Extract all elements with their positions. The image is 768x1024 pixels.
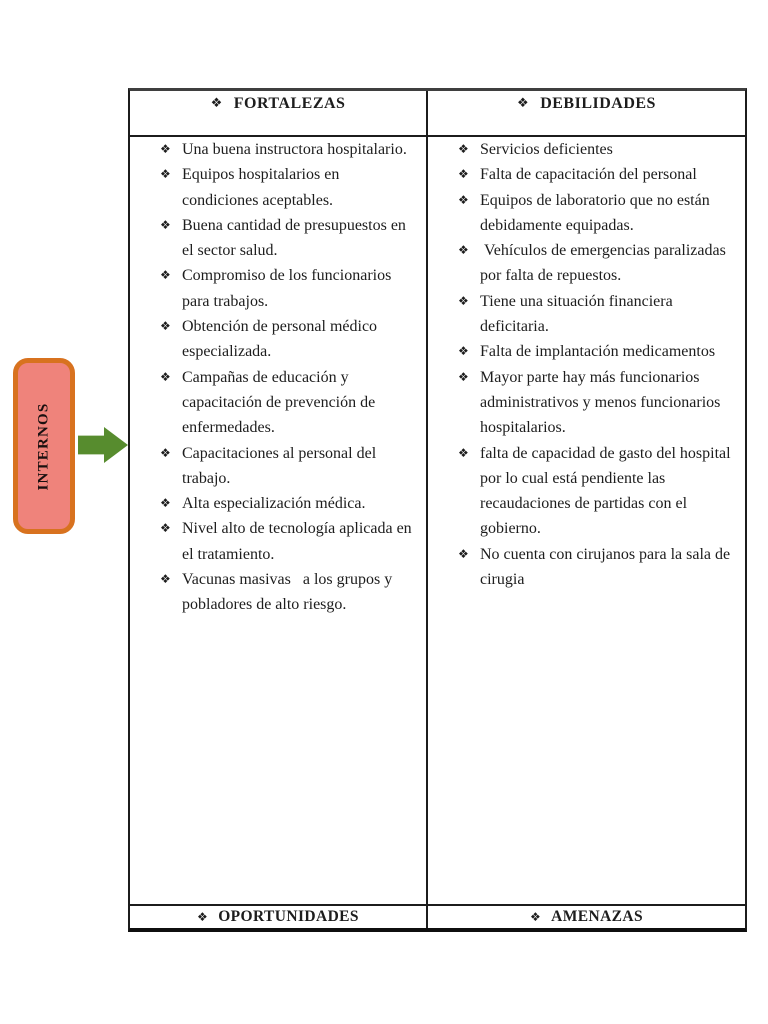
fortalezas-item-text: Campañas de educación y capacitación de prevención de enfermedades. xyxy=(182,368,380,437)
debilidades-title: DEBILIDADES xyxy=(540,95,656,112)
debilidades-item xyxy=(428,162,745,187)
diamond-bullet-icon: ❖ xyxy=(160,167,171,182)
fortalezas-item-text: Capacitaciones al personal del trabajo. xyxy=(182,444,381,487)
debilidades-item xyxy=(428,542,745,593)
debilidades-item xyxy=(428,289,745,340)
fortalezas-item xyxy=(130,162,426,213)
debilidades-item-text: No cuenta con cirujanos para la sala de cirugia xyxy=(480,545,735,589)
diamond-bullet-icon: ❖ xyxy=(458,142,469,156)
diamond-bullet-icon: ❖ xyxy=(529,910,542,924)
fortalezas-item xyxy=(130,491,426,516)
fortalezas-item-text: Equipos hospitalarios en condiciones aceptables. xyxy=(182,166,344,209)
debilidades-item xyxy=(428,339,745,364)
debilidades-item xyxy=(428,238,745,289)
debilidades-item-text: Falta de capacitación del personal xyxy=(480,166,697,184)
fortalezas-item xyxy=(130,213,426,264)
diamond-bullet-icon: ❖ xyxy=(458,546,469,561)
debilidades-item-text: Mayor parte hay más funcionarios administrativos y menos funcionarios hospitalarios. xyxy=(480,368,725,437)
debilidades-item-text: Falta de implantación medicamentos xyxy=(480,343,716,361)
debilidades-list xyxy=(428,137,745,904)
debilidades-item xyxy=(428,365,745,441)
fortalezas-item-text: Buena cantidad de presupuestos en el sector salud. xyxy=(182,216,410,260)
internos-label-box xyxy=(13,358,75,534)
diamond-bullet-icon: ❖ xyxy=(458,293,469,308)
header-cell-fortalezas xyxy=(130,91,428,135)
internos-label: INTERNOS xyxy=(35,402,52,490)
diamond-bullet-icon: ❖ xyxy=(160,319,171,334)
diamond-bullet-icon: ❖ xyxy=(160,521,171,536)
right-arrow-icon xyxy=(78,427,128,463)
diamond-bullet-icon: ❖ xyxy=(458,344,469,359)
diamond-bullet-icon: ❖ xyxy=(458,369,469,384)
table-body-row xyxy=(130,137,745,904)
fortalezas-item-text: Obtención de personal médico especializada. xyxy=(182,318,382,361)
oportunidades-title: OPORTUNIDADES xyxy=(218,908,359,925)
footer-cell-amenazas xyxy=(428,906,745,928)
fortalezas-item xyxy=(130,567,426,618)
diamond-bullet-icon: ❖ xyxy=(160,445,171,460)
fortalezas-item-text: Alta especialización médica. xyxy=(182,495,366,513)
fortalezas-item xyxy=(130,516,426,567)
diamond-bullet-icon: ❖ xyxy=(160,142,171,156)
diamond-bullet-icon: ❖ xyxy=(160,496,171,511)
diamond-bullet-icon: ❖ xyxy=(458,445,469,460)
fortalezas-list xyxy=(130,137,428,904)
fortalezas-title: FORTALEZAS xyxy=(233,95,346,112)
diamond-bullet-icon: ❖ xyxy=(458,243,469,258)
fortalezas-item xyxy=(130,263,426,314)
fortalezas-item xyxy=(130,441,426,492)
diamond-bullet-icon: ❖ xyxy=(160,369,171,384)
diamond-bullet-icon: ❖ xyxy=(517,96,530,111)
debilidades-item-text: falta de capacidad de gasto del hospital por lo cual está pendiente las recaudaciones de partidas con el gobierno. xyxy=(480,444,735,538)
debilidades-item-text: Tiene una situación financiera deficitaria. xyxy=(480,292,677,336)
foda-table xyxy=(128,88,747,932)
fortalezas-item xyxy=(130,365,426,441)
diamond-bullet-icon: ❖ xyxy=(160,572,171,587)
debilidades-item xyxy=(428,188,745,239)
fortalezas-item xyxy=(130,137,426,162)
fortalezas-item-text: Una buena instructora hospitalario. xyxy=(182,141,407,158)
table-header-row xyxy=(130,91,745,137)
fortalezas-item-text: Vacunas masivas a los grupos y pobladores de alto riesgo. xyxy=(182,571,397,614)
header-cell-debilidades xyxy=(428,91,745,135)
diamond-bullet-icon: ❖ xyxy=(458,192,469,207)
fortalezas-item-text: Compromiso de los funcionarios para trabajos. xyxy=(182,267,396,310)
fortalezas-item xyxy=(130,314,426,365)
debilidades-item xyxy=(428,137,745,162)
amenazas-title: AMENAZAS xyxy=(551,908,644,925)
table-footer-row xyxy=(130,904,745,928)
diamond-bullet-icon: ❖ xyxy=(160,268,171,283)
footer-cell-oportunidades xyxy=(130,906,428,928)
debilidades-item-text: Servicios deficientes xyxy=(480,141,613,158)
diamond-bullet-icon: ❖ xyxy=(160,217,171,232)
diamond-bullet-icon: ❖ xyxy=(197,910,209,924)
debilidades-item-text: Equipos de laboratorio que no están debidamente equipadas. xyxy=(480,191,714,234)
debilidades-item-text: Vehículos de emergencias paralizadas por falta de repuestos. xyxy=(480,242,730,285)
diamond-bullet-icon: ❖ xyxy=(210,96,223,111)
debilidades-item xyxy=(428,441,745,542)
diamond-bullet-icon: ❖ xyxy=(458,167,469,182)
fortalezas-item-text: Nivel alto de tecnología aplicada en el tratamiento. xyxy=(182,520,416,563)
